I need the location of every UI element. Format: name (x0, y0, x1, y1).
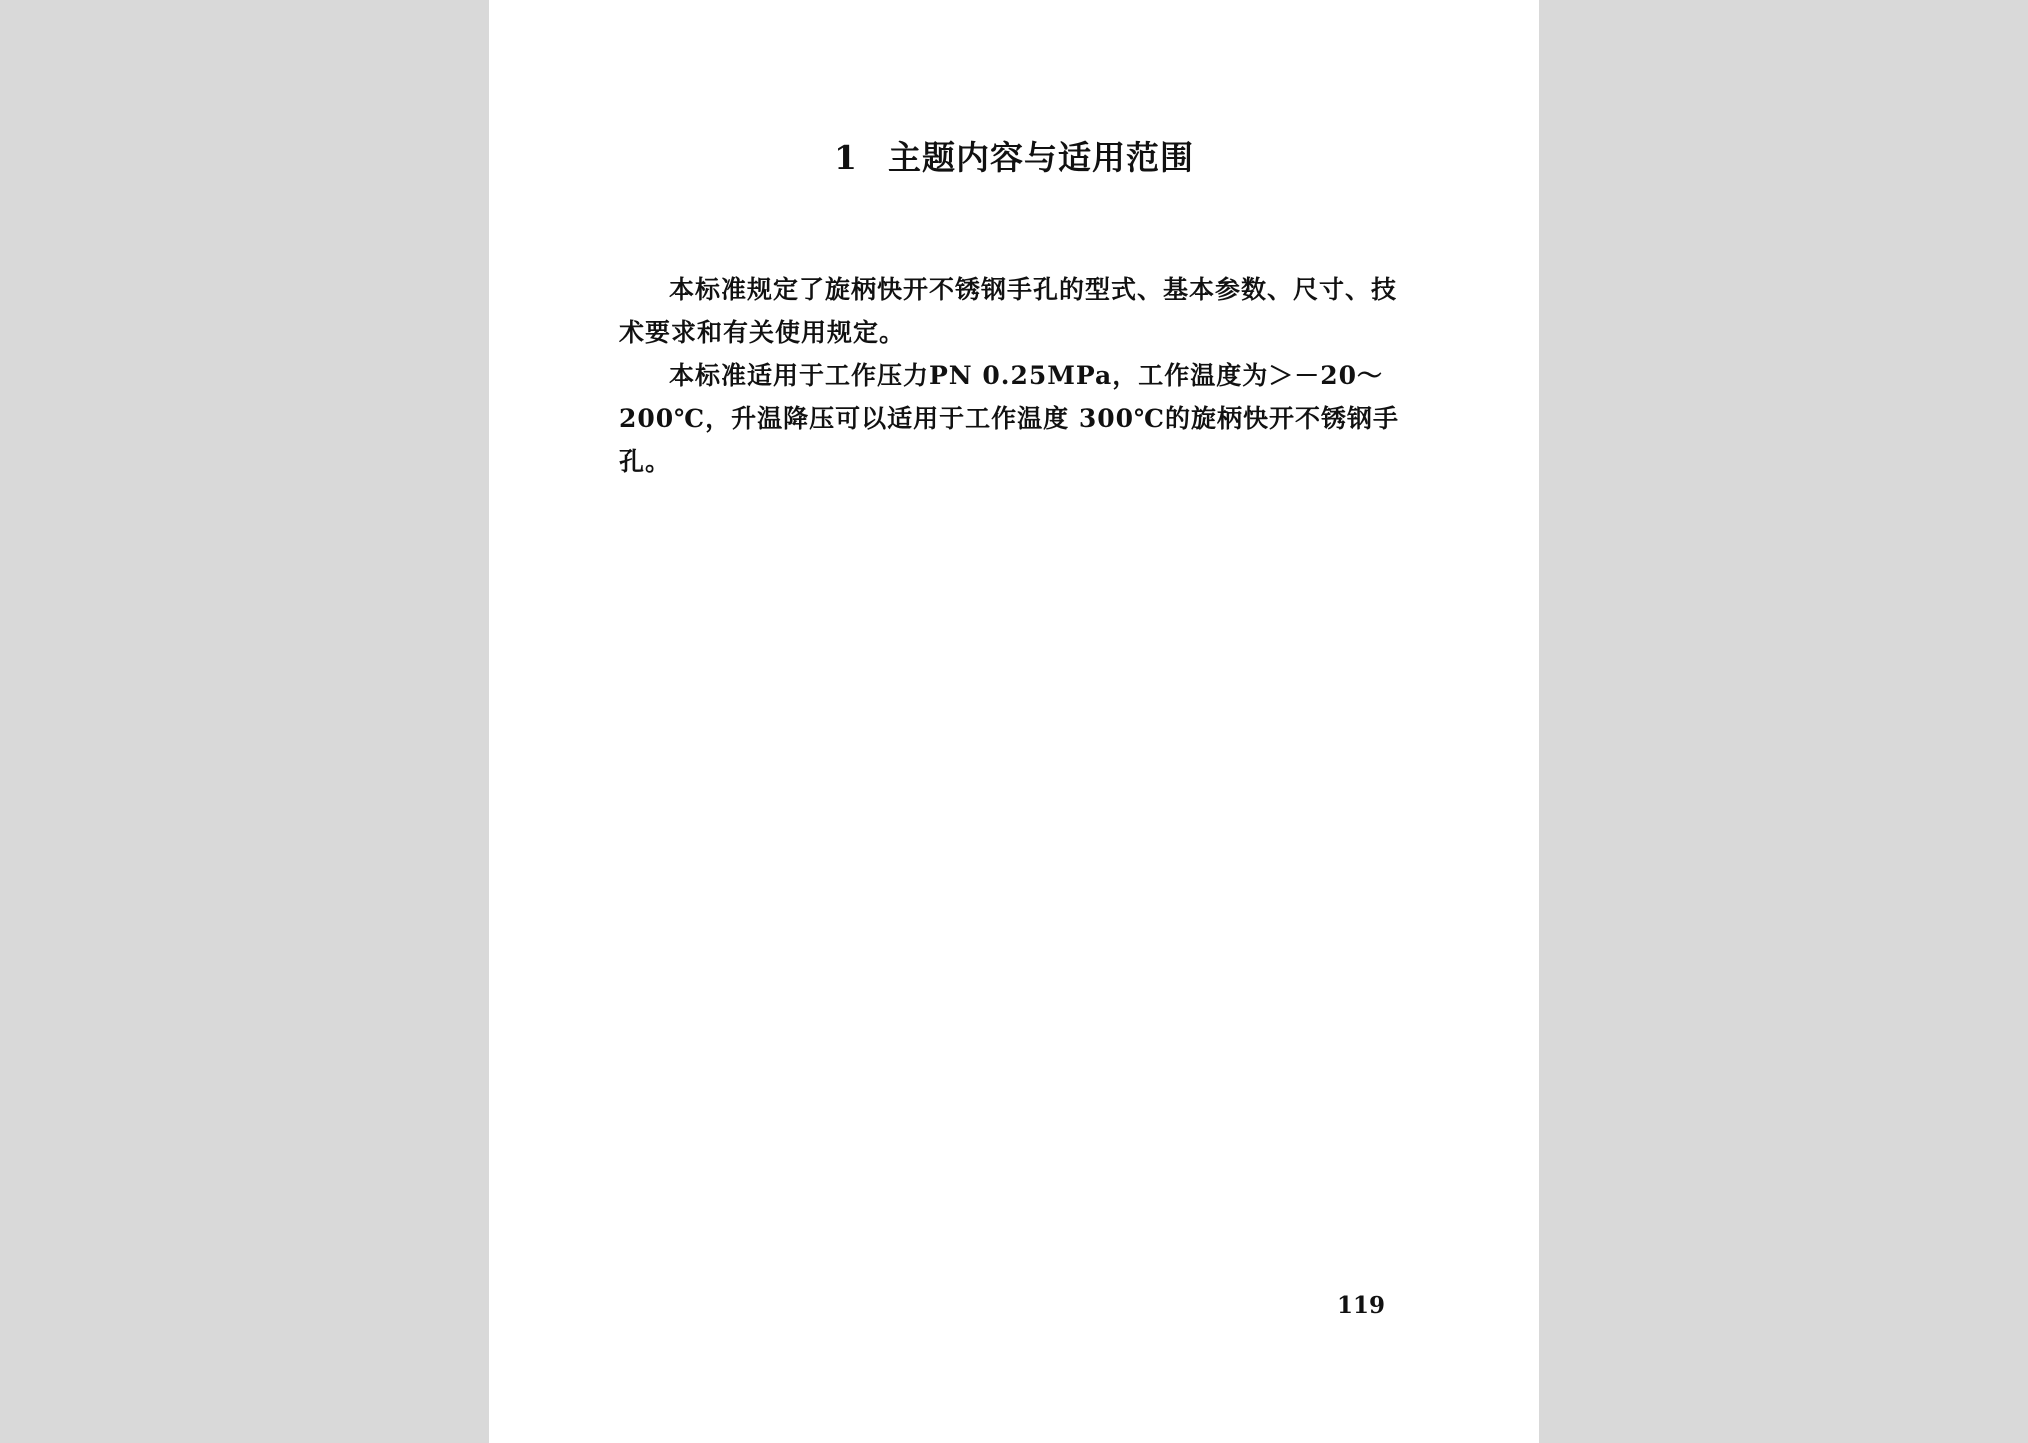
body-text (619, 268, 1419, 483)
section-heading (489, 132, 1539, 179)
paragraph-application: 本标准适用于工作压力PN 0.25MPa，工作温度为＞－20～200℃，升温降压可以适用于工作温度 300℃的旋柄快开不锈钢手孔。 (619, 361, 1399, 476)
section-title: 主题内容与适用范围 (887, 138, 1194, 177)
paragraph-scope: 本标准规定了旋柄快开不锈钢手孔的型式、基本参数、尺寸、技术要求和有关使用规定。 (619, 275, 1398, 347)
page-number: 119 (1337, 1292, 1386, 1319)
document-page (489, 0, 1539, 1443)
section-number: 1 (834, 138, 858, 177)
